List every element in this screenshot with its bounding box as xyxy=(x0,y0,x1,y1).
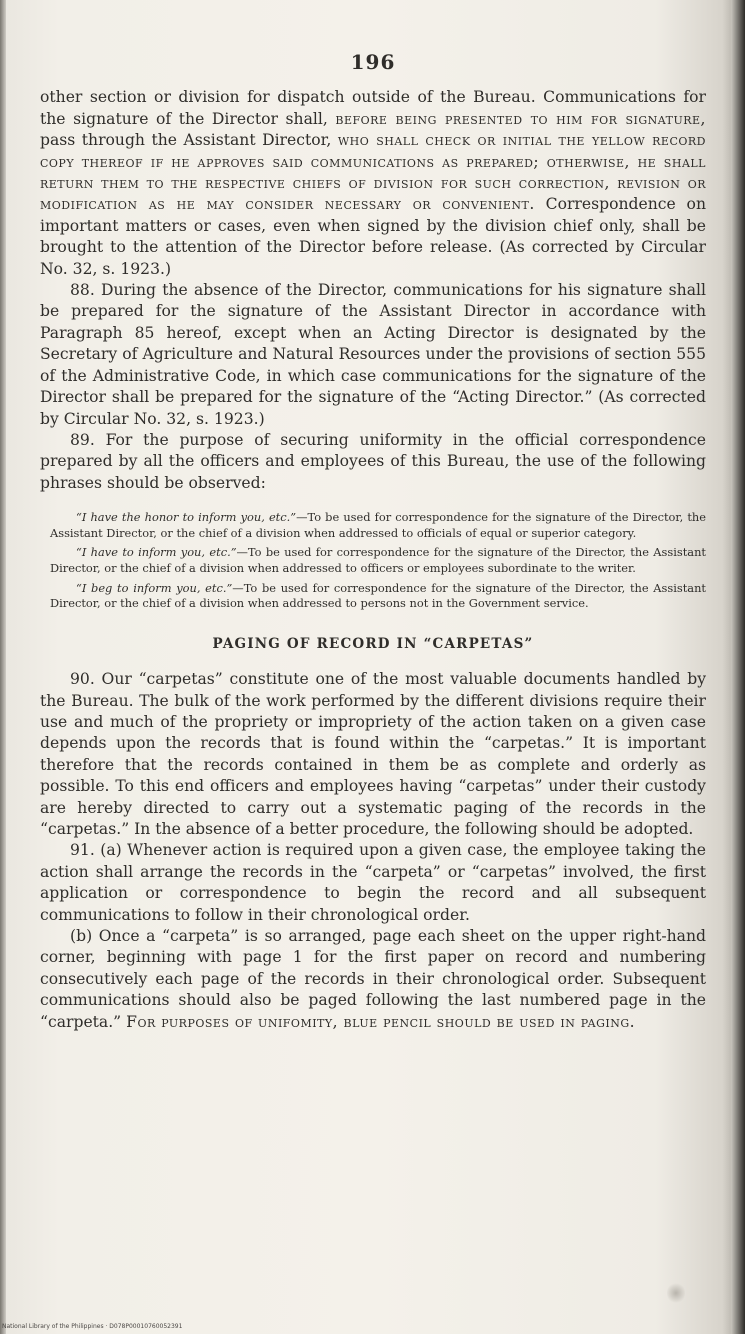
phrase-description: —To be used for correspondence for the signature of the Director, the Assistant Director, or the chief of a division when addressed to officers or employees subordinate to the writer. xyxy=(50,545,706,575)
phrase-quote: “I have to inform you, etc.” xyxy=(76,545,237,560)
phrase-item xyxy=(50,581,706,612)
para-91b-caps: For purposes of unifomity, blue pencil should be used in paging. xyxy=(126,1012,636,1031)
phrase-description: —To be used for correspondence for the signature of the Director, the Assistant Director, or the chief of a division when addressed to persons not in the Government service. xyxy=(50,580,706,611)
para-cont-before: other section or division for dispatch outside of the Bureau. Communications for the signature of the Director shall, xyxy=(40,88,706,128)
page-smudge xyxy=(667,1282,685,1304)
paragraph-90: 90. Our “carpetas” constitute one of the most valuable documents handled by the Bureau. The bulk of the work performed by the different divisions require their use and much of the propriety or impropriety of the action taken on a given case depends upon the records that is found within the “carpetas.” It is important therefore that the records contained in them be as complete and orderly as possible. To this end officers and employees having “carpetas” under their custody are hereby directed to carry out a systematic paging of the records in the “carpetas.” In the absence of a better procedure, the following should be adopted. xyxy=(40,670,706,838)
para-cont-caps: before being presented to him for signature, xyxy=(335,109,706,128)
paragraph-91a: 91. (a) Whenever action is required upon a given case, the employee taking the action shall arrange the records in the “carpeta” or “carpetas” involved, the first application or correspondence to begin the record and all subsequent communications to follow in their chronological order. xyxy=(40,841,706,924)
paragraph-89: 89. For the purpose of securing uniformity in the official correspondence prepared by all the officers and employees of this Bureau, the use of the following phrases should be observed: xyxy=(40,430,706,492)
page-right-edge xyxy=(731,0,745,1334)
phrase-description: —To be used for correspondence for the signature of the Director, the Assistant Director, or the chief of a division when addressed to officials of equal or superior category. xyxy=(50,510,706,540)
phrase-item xyxy=(50,510,706,541)
paragraph-88: 88. During the absence of the Director, communications for his signature shall be prepared for the signature of the Assistant Director in accordance with Paragraph 85 hereof, except when an Acting Director is designated by the Secretary of Agriculture and Natural Resources under the provisions of section 555 of the Administrative Code, in which case communications for the signature of the Director shall be prepared for the signature of the “Acting Director.” (As corrected by Circular No. 32, s. 1923.) xyxy=(40,281,706,428)
phrase-quote: “I have the honor to inform you, etc.” xyxy=(76,510,297,525)
page-left-edge xyxy=(0,0,6,1334)
phrase-quote: “I beg to inform you, etc.” xyxy=(76,580,233,595)
page-content xyxy=(40,52,706,1033)
page-number: 196 xyxy=(350,50,396,74)
section-heading: PAGING OF RECORD IN “CARPETAS” xyxy=(212,635,534,652)
phrase-item xyxy=(50,545,706,576)
para-cont-caps2: who shall check or initial the yellow record copy thereof if he approves said communications as prepared; otherwise, he shall return them to the respective chiefs of division for such correction, revision or modification as he may consider necessary or convenient. xyxy=(40,131,706,214)
paragraph-91b xyxy=(40,926,706,1033)
paragraph-continued xyxy=(40,87,706,280)
footer-credit: National Library of the Philippines · D078P00010760052391 xyxy=(2,1323,183,1330)
para-cont-middle: pass through the Assistant Director, xyxy=(40,131,338,150)
para-cont-after: Correspondence on important matters or cases, even when signed by the division chief only, shall be brought to the attention of the Director before release. (As corrected by Circular No. 32, s. 1923.) xyxy=(40,195,706,278)
phrase-list xyxy=(40,510,706,612)
para-91b-text: (b) Once a “carpeta” is so arranged, page each sheet on the upper right-hand corner, beginning with page 1 for the first paper on record and numbering consecutively each page of the records in their chronological order. Subsequent communications should also be paged following the last numbered page in the “carpeta.” xyxy=(40,926,706,1031)
